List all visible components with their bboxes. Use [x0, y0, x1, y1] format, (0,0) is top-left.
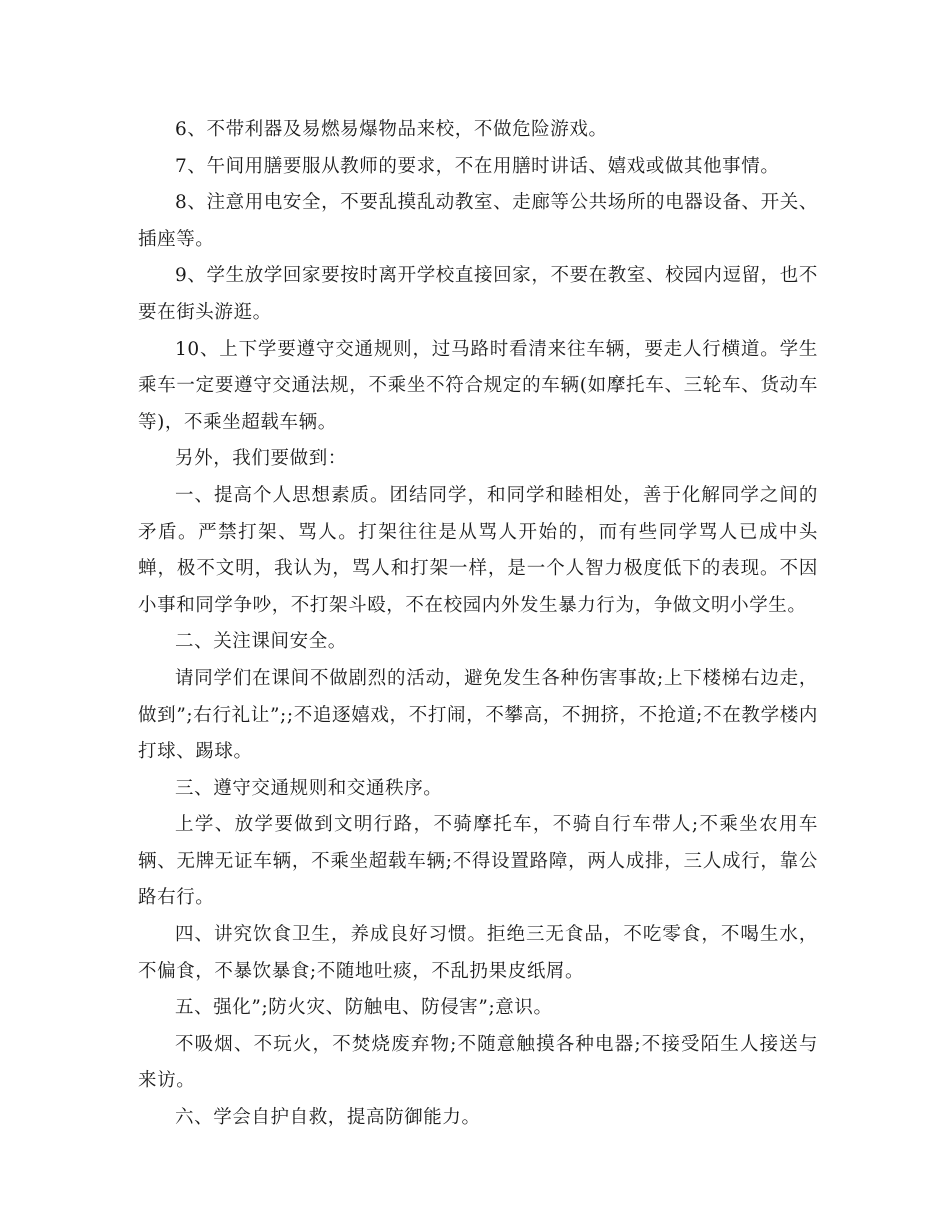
paragraph-section-2: 请同学们在课间不做剧烈的活动，避免发生各种伤害事故;上下楼梯右边走，做到”;右行礼让”;;不追逐嬉戏，不打闹，不攀高，不拥挤，不抢道;不在教学楼内打球、踢球。 — [138, 667, 818, 763]
paragraph-section-5: 不吸烟、不玩火，不焚烧废弃物;不随意触摸各种电器;不接受陌生人接送与来访。 — [138, 1033, 818, 1092]
paragraph-intro: 另外，我们要做到： — [175, 448, 347, 470]
paragraph-rule-9: 9、学生放学回家要按时离开学校直接回家，不要在教室、校园内逗留，也不要在街头游逛。 — [138, 265, 818, 323]
document-body — [138, 112, 818, 1137]
paragraph-rule-8: 8、注意用电安全，不要乱摸乱动教室、走廊等公共场所的电器设备、开关、插座等。 — [138, 192, 818, 250]
paragraph-section-3: 上学、放学要做到文明行路，不骑摩托车，不骑自行车带人;不乘坐农用车辆、无牌无证车辆，不乘坐超载车辆;不得设置路障，两人成排，三人成行，靠公路右行。 — [138, 814, 818, 909]
paragraph-section-4: 四、讲究饮食卫生，养成良好习惯。拒绝三无食品，不吃零食，不喝生水，不偏食，不暴饮暴食;不随地吐痰，不乱扔果皮纸屑。 — [138, 924, 818, 982]
paragraph-rule-7: 7、午间用膳要服从教师的要求，不在用膳时讲话、嬉戏或做其他事情。 — [175, 155, 780, 177]
heading-section-6: 六、学会自护自救，提高防御能力。 — [175, 1107, 481, 1129]
heading-section-3: 三、遵守交通规则和交通秩序。 — [175, 777, 443, 799]
heading-section-2: 二、关注课间安全。 — [175, 631, 347, 653]
paragraph-rule-6: 6、不带利器及易燃易爆物品来校，不做危险游戏。 — [175, 119, 608, 140]
heading-section-5: 五、强化”;防火灾、防触电、防侵害”;意识。 — [175, 997, 553, 1019]
paragraph-section-1: 一、提高个人思想素质。团结同学，和同学和睦相处，善于化解同学之间的矛盾。严禁打架、骂人。打架往往是从骂人开始的，而有些同学骂人已成中头蝉，极不文明，我认为，骂人和打架一样，是一个人智力极度低下的表现。不因小事和同学争吵，不打架斗殴，不在校园内外发生暴力行为，争做文明小学生。 — [138, 484, 818, 616]
paragraph-rule-10: 10、上下学要遵守交通规则，过马路时看清来往车辆，要走人行横道。学生乘车一定要遵守交通法规，不乘坐不符合规定的车辆(如摩托车、三轮车、货动车等)，不乘坐超载车辆。 — [138, 338, 818, 433]
